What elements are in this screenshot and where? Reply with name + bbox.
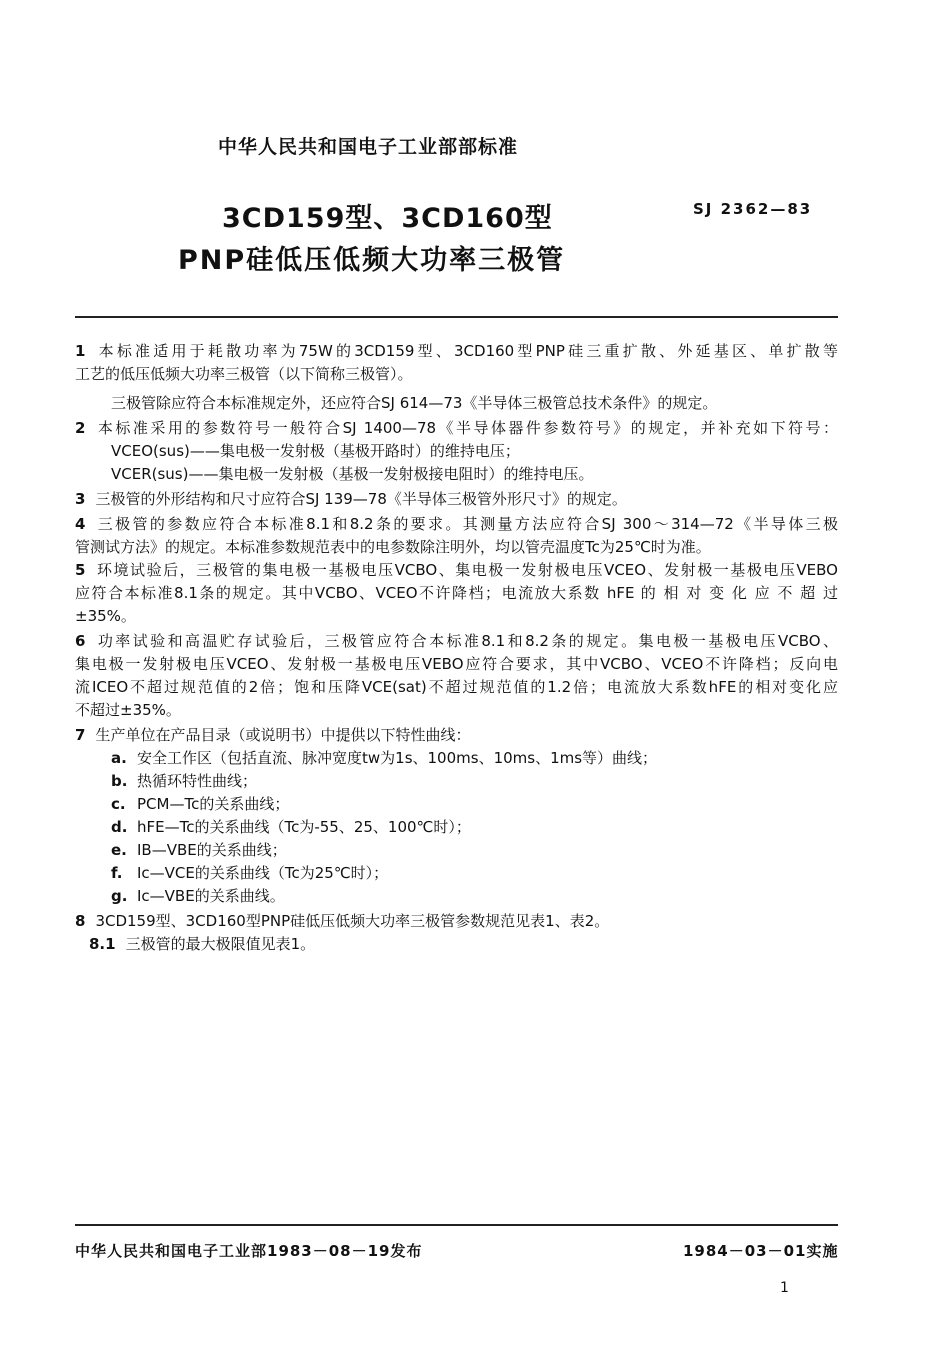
clause-3: [75, 488, 838, 511]
list-item: [111, 862, 838, 885]
clause-number: 1: [75, 342, 86, 360]
item-letter: c.: [111, 795, 126, 813]
clause-2-line-1: [75, 417, 838, 440]
clause-1-supplement: 三极管除应符合本标准规定外，还应符合SJ 614—73《半导体三极管总技术条件》的规定。: [111, 394, 718, 412]
clause-number: 4: [75, 515, 86, 533]
clause-text: 本标准适用于耗散功率为75W的3CD159型、3CD160型PNP硅三重扩散、外延基区、单扩散等: [95, 342, 838, 360]
clause-text: 三极管的最大极限值见表1。: [125, 935, 316, 953]
clause-6-line-4: 不超过±35%。: [75, 701, 181, 719]
clause-8: [75, 910, 838, 933]
list-item: [111, 770, 838, 793]
top-divider: [75, 316, 838, 318]
clause-number: 5: [75, 561, 86, 579]
list-item: [111, 816, 838, 839]
clause-number: 8: [75, 912, 86, 930]
clause-5-line-2: 应符合本标准8.1条的规定。其中VCBO、VCEO不许降档；电流放大系数 hFE 的 相 对 变 化 应 不 超 过: [75, 584, 838, 602]
effective-date: 1984－03－01实施: [683, 1242, 839, 1260]
item-letter: d.: [111, 818, 128, 836]
clause-7-intro: [75, 724, 838, 747]
item-letter: e.: [111, 841, 127, 859]
item-letter: f.: [111, 864, 123, 882]
document-body: [75, 340, 838, 956]
clause-4-line-1: [75, 513, 838, 536]
standard-code: SJ 2362—83: [693, 200, 813, 218]
item-letter: a.: [111, 749, 127, 767]
clause-number: 2: [75, 419, 86, 437]
clause-text: 功率试验和高温贮存试验后，三极管应符合本标准8.1和8.2条的规定。集电极一基极电压VCBO、: [95, 632, 838, 650]
clause-text: 3CD159型、3CD160型PNP硅低压低频大功率三极管参数规范见表1、表2。: [95, 912, 610, 930]
clause-2-symbol-1: VCEO(sus)——集电极一发射极（基极开路时）的维持电压；: [111, 442, 520, 460]
clause-1-line-2: 工艺的低压低频大功率三极管（以下简称三极管）。: [75, 365, 413, 383]
clause-number: 7: [75, 726, 86, 744]
list-item: [111, 793, 838, 816]
item-text: Ic—VCE的关系曲线（Tc为25℃时）；: [137, 864, 389, 882]
list-item: [111, 885, 838, 908]
title-line-2: PNP硅低压低频大功率三极管: [178, 245, 566, 276]
clause-6-line-1: [75, 630, 838, 653]
item-text: 安全工作区（包括直流、脉冲宽度tw为1s、100ms、10ms、1ms等）曲线；: [137, 749, 658, 767]
bottom-divider: [75, 1224, 838, 1226]
clause-number: 8.1: [89, 935, 116, 953]
clause-text: 生产单位在产品目录（或说明书）中提供以下特性曲线：: [95, 726, 471, 744]
clause-8-1: [89, 933, 838, 956]
clause-6-line-2: 集电极一发射极电压VCEO、发射极一基极电压VEBO应符合要求，其中VCBO、VCEO不许降档；反向电: [75, 655, 838, 673]
item-text: 热循环特性曲线；: [137, 772, 258, 790]
item-text: hFE—Tc的关系曲线（Tc为-55、25、100℃时）；: [137, 818, 471, 836]
clause-4-line-2: 管测试方法》的规定。本标准参数规范表中的电参数除注明外，均以管壳温度Tc为25℃时为准。: [75, 538, 711, 556]
clause-text: 环境试验后，三极管的集电极一基极电压VCBO、集电极一发射极电压VCEO、发射极一基极电压VEBO: [95, 561, 838, 579]
clause-2-symbol-2: VCER(sus)——集电极一发射极（基极一发射极接电阻时）的维持电压。: [111, 465, 594, 483]
clause-text: 三极管的参数应符合本标准8.1和8.2条的要求。其测量方法应符合SJ 300～314—72《半导体三极: [95, 515, 838, 533]
list-item: [111, 747, 838, 770]
list-item: [111, 839, 838, 862]
clause-5-line-3: ±35%。: [75, 607, 136, 625]
clause-number: 6: [75, 632, 86, 650]
page-number: 1: [780, 1280, 789, 1296]
title-line-1: 3CD159型、3CD160型: [222, 203, 553, 234]
clause-text: 本标准采用的参数符号一般符合SJ 1400—78《半导体器件参数符号》的规定，并补充如下符号：: [95, 419, 838, 437]
item-text: Ic—VBE的关系曲线。: [137, 887, 285, 905]
clause-6-line-3: 流ICEO不超过规范值的2倍；饱和压降VCE(sat)不超过规范值的1.2倍；电流放大系数hFE的相对变化应: [75, 678, 838, 696]
issuing-organization: 中华人民共和国电子工业部部标准: [218, 136, 519, 158]
clause-1-line-1: [75, 340, 838, 363]
item-text: PCM—Tc的关系曲线；: [137, 795, 290, 813]
clause-number: 3: [75, 490, 86, 508]
clause-text: 三极管的外形结构和尺寸应符合SJ 139—78《半导体三极管外形尺寸》的规定。: [95, 490, 627, 508]
item-letter: g.: [111, 887, 128, 905]
clause-5-line-1: [75, 559, 838, 582]
item-text: IB—VBE的关系曲线；: [137, 841, 287, 859]
issue-date: 中华人民共和国电子工业部1983－08－19发布: [75, 1242, 423, 1260]
item-letter: b.: [111, 772, 128, 790]
